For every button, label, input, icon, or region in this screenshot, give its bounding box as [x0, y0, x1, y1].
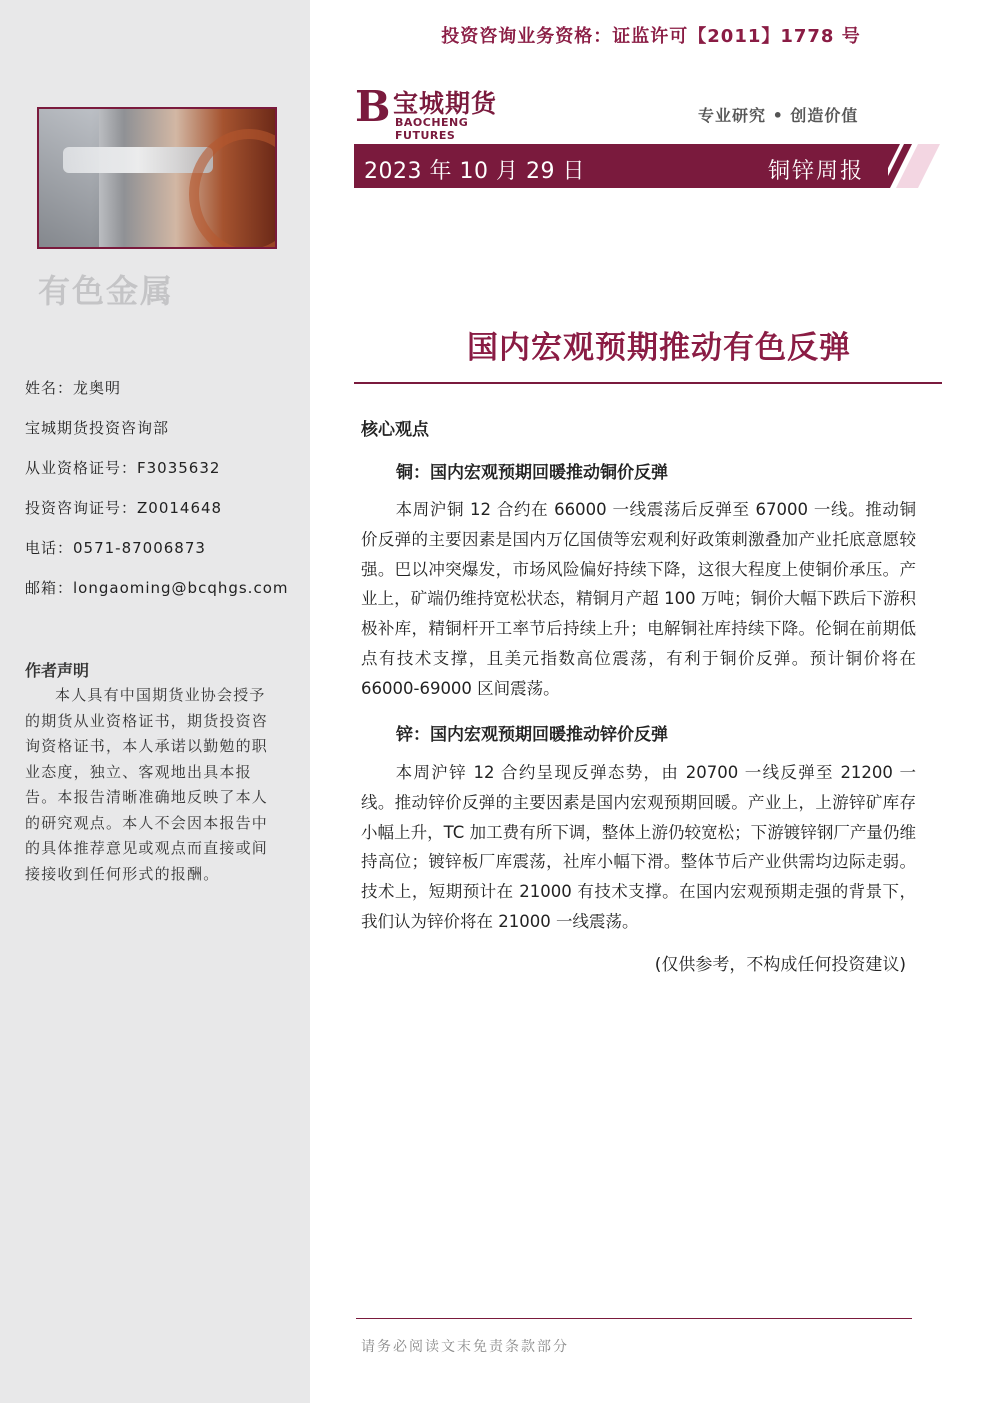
zinc-paragraph: 本周沪锌 12 合约呈现反弹态势，由 20700 一线反弹至 21200 一线。推动锌价反弹的主要因素是国内宏观预期回暖。产业上，上游锌矿库存小幅上升，TC 加工费有所下调，整体上游仍较宽松；下游镀锌钢厂产量仍维持高位；镀锌板厂库震荡，社库小幅下滑。整体节后产业供需均边际走弱。技术上，短期预计在 21000 有技术支撑。在国内宏观预期走强的背景下，我们认为锌价将在 21000 一线震荡。: [361, 763, 916, 931]
sector-label: 有色金属: [38, 272, 175, 310]
logo-en-text: BAOCHENG FUTURES: [395, 116, 469, 142]
slogan: 专业研究 • 创造价值: [698, 106, 859, 125]
consult-license-number: 投资咨询证号：Z0014648: [25, 499, 223, 517]
footer-notice: 请务必阅读文末免责条款部分: [361, 1339, 569, 1355]
sidebar: [0, 0, 310, 1403]
logo-cn-text: 宝城期货: [393, 89, 498, 118]
footer-divider: [356, 1318, 912, 1319]
report-type: 铜锌周报: [767, 159, 864, 184]
license-line: 投资咨询业务资格：证监许可【2011】1778 号: [441, 26, 861, 47]
logo-b-icon: B: [355, 82, 391, 131]
declaration-title: 作者声明: [25, 661, 90, 680]
report-title: 国内宏观预期推动有色反弹: [467, 330, 851, 366]
phone: 电话：0571-87006873: [25, 539, 206, 557]
date-banner: [354, 144, 888, 188]
copper-coil-photo: [37, 107, 277, 249]
email: 邮箱：longaoming@bcqhgs.com: [25, 579, 289, 597]
banner-stripes: [862, 144, 952, 188]
qualification-number: 从业资格证号：F3035632: [25, 459, 221, 477]
company-logo: [355, 82, 525, 142]
reference-disclaimer: (仅供参考，不构成任何投资建议): [654, 955, 906, 975]
copper-heading: 铜：国内宏观预期回暖推动铜价反弹: [396, 463, 668, 483]
copper-paragraph: 本周沪铜 12 合约在 66000 一线震荡后反弹至 67000 一线。推动铜价反弹的主要因素是国内万亿国债等宏观利好政策刺激叠加产业托底意愿较强。巴以冲突爆发，市场风险偏好持续下降，这很大程度上使铜价承压。产业上，矿端仍维持宽松状态，精铜月产超 100 万吨；铜价大幅下跌后下游积极补库，精铜杆开工率节后持续上升；电解铜社库持续下降。伦铜在前期低点有技术支撑，且美元指数高位震荡，有利于铜价反弹。预计铜价将在 66000-69000 区间震荡。: [361, 500, 916, 698]
analyst-info: [25, 378, 289, 618]
title-divider: [354, 382, 942, 384]
declaration-text: 本人具有中国期货业协会授予的期货从业资格证书，期货投资咨询资格证书，本人承诺以勤勉的职业态度，独立、客观地出具本报告。本报告清晰准确地反映了本人的研究观点。本人不会因本报告中的具体推荐意见或观点而直接或间接接收到任何形式的报酬。: [25, 686, 269, 883]
report-date: 2023 年 10 月 29 日: [364, 159, 585, 184]
zinc-heading: 锌：国内宏观预期回暖推动锌价反弹: [396, 725, 668, 745]
department: 宝城期货投资咨询部: [25, 419, 170, 437]
core-view-heading: 核心观点: [361, 420, 429, 440]
analyst-name: 姓名：龙奥明: [25, 379, 122, 397]
